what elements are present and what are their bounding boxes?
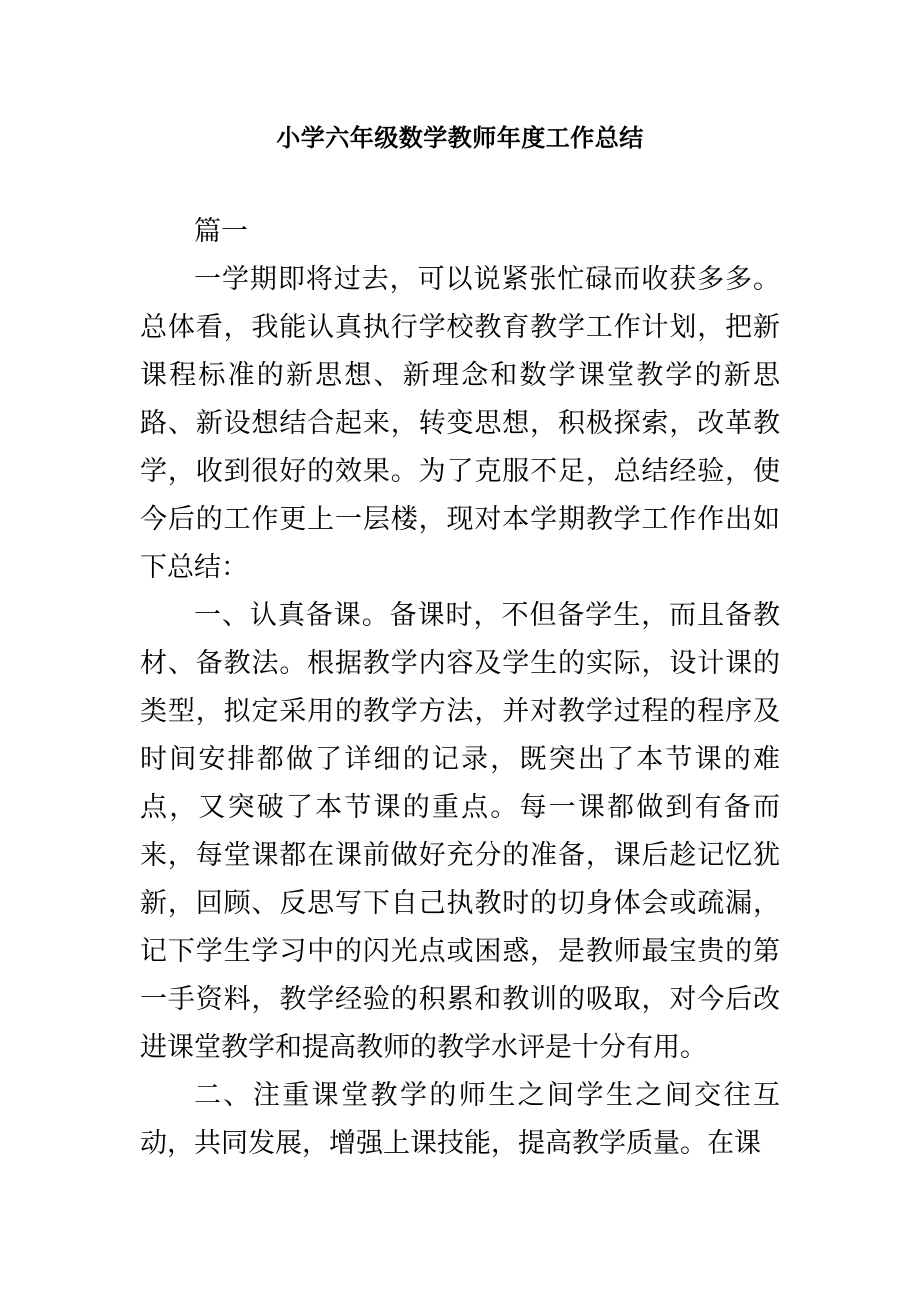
section-label: 篇一 [194, 216, 248, 247]
paragraph-lesson-prep: 一、认真备课。备课时，不但备学生，而且备教材、备教法。根据教学内容及学生的实际，设计课的类型，拟定采用的教学方法，并对教学过程的程序及时间安排都做了详细的记录，既突出了本节课的难点，又突破了本节课的重点。每一课都做到有备而来，每堂课都在课前做好充分的准备，课后趁记忆犹新，回顾、反思写下自己执教时的切身体会或疏漏，记下学生学习中的闪光点或困惑，是教师最宝贵的第一手资料，教学经验的积累和教训的吸取，对今后改进课堂教学和提高教师的教学水评是十分有用。 [140, 600, 780, 1063]
paragraph-classroom-interaction: 二、注重课堂教学的师生之间学生之间交往互动，共同发展，增强上课技能，提高教学质量。在课 [140, 1080, 780, 1159]
document-body [140, 208, 780, 1168]
paragraph-intro: 一学期即将过去，可以说紧张忙碌而收获多多。总体看，我能认真执行学校教育教学工作计划，把新课程标准的新思想、新理念和数学课堂教学的新思路、新设想结合起来，转变思想，积极探索，改革教学，收到很好的效果。为了克服不足，总结经验，使今后的工作更上一层楼，现对本学期教学工作作出如下总结： [140, 264, 780, 583]
document-title: 小学六年级数学教师年度工作总结 [276, 123, 644, 152]
